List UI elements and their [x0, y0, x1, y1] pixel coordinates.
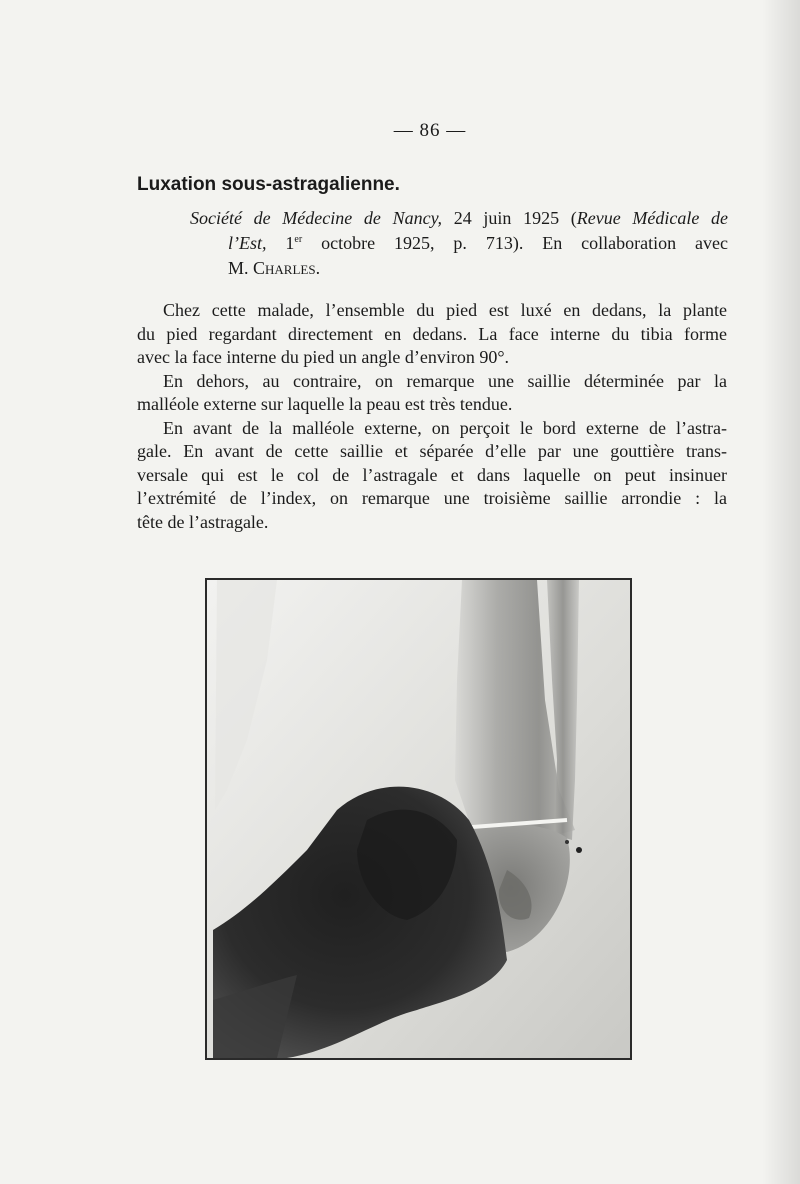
paragraph-3-line-1: En avant de la malléole externe, on perçoit le bord externe de l’astra-: [163, 417, 727, 438]
citation-day: 1: [266, 233, 295, 253]
citation-society: Société de Médecine de Nancy,: [190, 208, 443, 228]
paragraph-1-line-2: du pied regardant directement en dedans. La face interne du tibia forme: [137, 323, 727, 344]
citation-line-1: [190, 206, 728, 231]
paragraph-3-line-5: tête de l’astragale.: [137, 511, 269, 532]
citation-line-2: [190, 231, 728, 256]
paragraph-2-line-2: malléole externe sur laquelle la peau est très tendue.: [137, 394, 513, 414]
citation-collaborator-prefix: M.: [228, 258, 254, 278]
xray-figure: [205, 578, 632, 1060]
article-title: Luxation sous-astragalienne.: [137, 174, 400, 195]
paragraph-1-line-3: avec la face interne du pied un angle d’environ 90°.: [137, 347, 510, 367]
paragraph-3-line-2: gale. En avant de cette saillie et séparée d’elle par une gouttière trans-: [137, 441, 727, 461]
citation-journal-end: l’Est,: [228, 233, 267, 253]
citation-collaborator-name: Charles: [253, 258, 316, 278]
paragraph-2-line-1: En dehors, au contraire, on remarque une saillie déterminée par la: [163, 370, 727, 391]
paragraph-3-line-4: l’extrémité de l’index, on remarque une troisième saillie arrondie : la: [137, 488, 727, 508]
xray-image: [207, 580, 630, 1058]
citation-journal: Revue Médicale de: [576, 208, 728, 228]
citation-collaborator-suffix: .: [315, 258, 321, 278]
paragraph-3-line-3: versale qui est le col de l’astragale et dans laquelle on peut insinuer: [137, 464, 727, 485]
page-number: — 86 —: [393, 120, 467, 141]
page-edge-shadow: [762, 0, 800, 1184]
paragraph-1-line-1: Chez cette malade, l’ensemble du pied est luxé en dedans, la plante: [163, 300, 727, 320]
article-body: [137, 299, 727, 534]
citation-details: octobre 1925, p. 713). En collaboration avec: [302, 233, 728, 253]
citation-day-suffix: er: [294, 234, 303, 245]
citation-reference: [190, 206, 728, 281]
citation-date: 24 juin 1925 (: [442, 208, 577, 228]
citation-line-3: [190, 256, 728, 281]
